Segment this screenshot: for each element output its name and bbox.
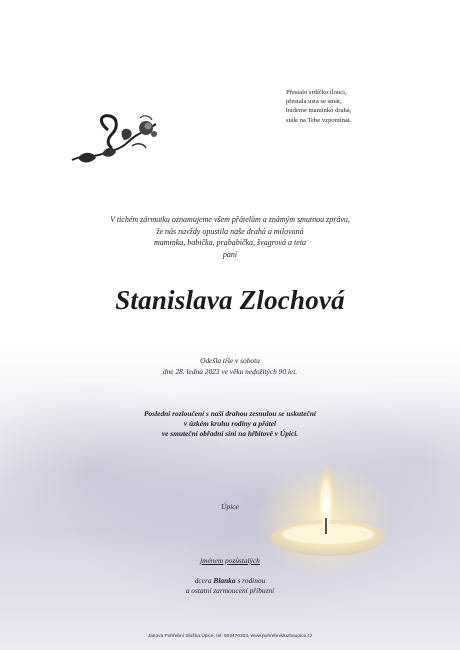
poem-line: budeme maminko drahá, [286, 107, 352, 115]
death-date-line: dne 28. ledna 2023 ve věku nedožitých 90 let. [162, 366, 298, 376]
on-behalf-label: jménem pozůstalých [200, 556, 260, 565]
funeral-line: ve smuteční obřadní síni na hřbitově v Úpici. [161, 429, 299, 439]
poem-line: přestala ústa se smát, [286, 98, 342, 106]
poem [286, 88, 446, 125]
deceased-name: Stanislava Zlochová [115, 285, 345, 315]
family-member-name: Blanka [213, 576, 236, 585]
rose-branch-icon [68, 110, 164, 172]
intro-line: paní [222, 249, 238, 259]
poem-line: Přestalo srdíčko tlouci, [286, 89, 347, 96]
funeral-line: Poslední rozloučení s naší drahou zesnulou se uskuteční [144, 409, 316, 418]
death-info [60, 356, 400, 377]
funeral-service-footer: Janova Pohřební Služba Úpice, tel: 603470303, www.pohrebnisluzbaupice.cz [147, 634, 313, 639]
family-line [0, 576, 460, 586]
intro-line: že nás navždy opustila naše drahá a milovaná [156, 226, 304, 236]
family-line-2: a ostatní zarmoucení příbuzní [185, 586, 275, 595]
family-suffix: s rodinou [237, 576, 266, 585]
death-line: Odešla tiše v sobotu [200, 356, 260, 365]
poem-line: stále na Tebe vzpomínat. [286, 116, 352, 124]
place: Úpice [221, 502, 239, 511]
intro-line: V tichém zármutku oznamujeme všem přátelům a známým smutnou zprávu, [110, 215, 350, 224]
announcement-intro [40, 214, 420, 260]
funeral-line: v úzkém kruhu rodiny a přátel [183, 419, 277, 429]
funeral-info [40, 409, 420, 440]
intro-line: maminka, babička, prababička, švagrová a teta [153, 238, 307, 247]
family-relation: dcera [194, 576, 212, 585]
surviving-family [0, 576, 460, 596]
